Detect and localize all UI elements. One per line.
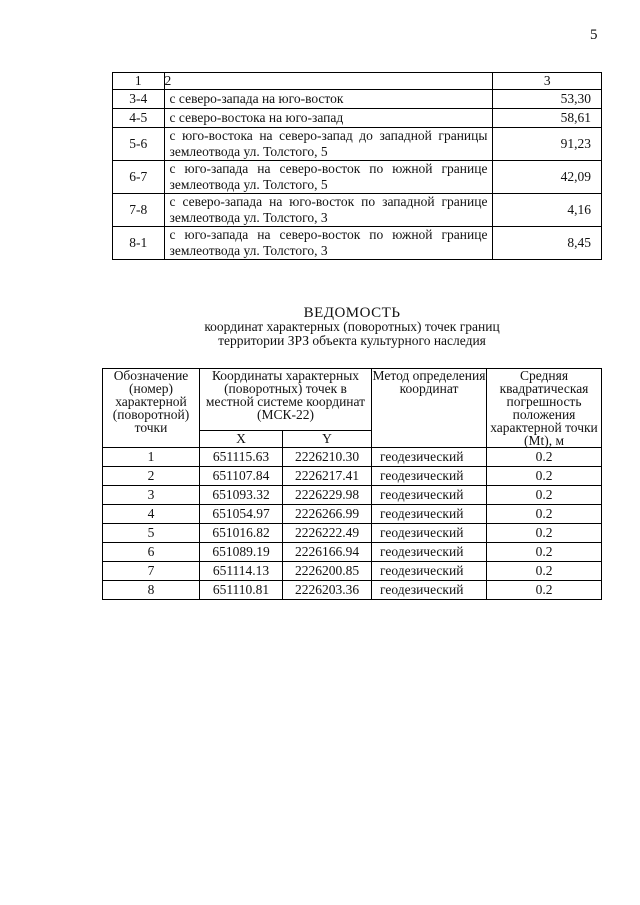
coordinates-table: [102, 368, 602, 600]
accuracy-cell: 0.2: [487, 486, 602, 505]
y-cell: 2226229.98: [283, 486, 372, 505]
y-cell: 2226203.36: [283, 581, 372, 600]
x-cell: 651016.82: [200, 524, 283, 543]
coordinates-header: Координаты характерных (поворотных) точек в местной системе координат (МСК-22): [200, 369, 372, 431]
x-cell: 651093.32: [200, 486, 283, 505]
table-row: [103, 448, 602, 467]
y-cell: 2226217.41: [283, 467, 372, 486]
point-cell: 2: [103, 467, 200, 486]
length-cell: 91,23: [493, 128, 602, 161]
table-row: [103, 505, 602, 524]
method-cell: геодезический: [372, 562, 487, 581]
y-cell: 2226200.85: [283, 562, 372, 581]
segment-cell: 8-1: [113, 227, 165, 260]
boundary-directions-table: [112, 72, 602, 260]
table-row: [113, 109, 602, 128]
method-cell: геодезический: [372, 524, 487, 543]
y-cell: 2226222.49: [283, 524, 372, 543]
length-cell: 58,61: [493, 109, 602, 128]
method-cell: геодезический: [372, 505, 487, 524]
point-cell: 7: [103, 562, 200, 581]
table-row: [103, 543, 602, 562]
point-cell: 5: [103, 524, 200, 543]
segment-cell: 3-4: [113, 90, 165, 109]
accuracy-cell: 0.2: [487, 581, 602, 600]
x-cell: 651114.13: [200, 562, 283, 581]
length-cell: 42,09: [493, 161, 602, 194]
x-cell: 651107.84: [200, 467, 283, 486]
method-cell: геодезический: [372, 448, 487, 467]
table-header-row: [103, 369, 602, 431]
column-header: 3: [493, 73, 602, 90]
segment-cell: 4-5: [113, 109, 165, 128]
description-cell: с юго-запада на северо-восток по южной границе землеотвода ул. Толстого, 5: [164, 161, 493, 194]
accuracy-header: Средняя квадратическая погрешность положения характерной точки (Mt), м: [487, 369, 602, 448]
method-cell: геодезический: [372, 543, 487, 562]
page-number: 5: [590, 27, 598, 43]
length-cell: 53,30: [493, 90, 602, 109]
description-cell: с юго-запада на северо-восток по южной границе землеотвода ул. Толстого, 3: [164, 227, 493, 260]
description-cell: с северо-запада на юго-восток: [164, 90, 493, 109]
x-cell: 651089.19: [200, 543, 283, 562]
method-header: Метод определения координат: [372, 369, 487, 448]
method-cell: геодезический: [372, 467, 487, 486]
point-designation-header: Обозначение (номер) характерной (поворотной) точки: [103, 369, 200, 448]
table-row: [113, 161, 602, 194]
table-row: [113, 90, 602, 109]
point-cell: 1: [103, 448, 200, 467]
table-row: [103, 562, 602, 581]
y-header: Y: [283, 430, 372, 447]
segment-cell: 6-7: [113, 161, 165, 194]
table-row: [103, 581, 602, 600]
segment-cell: 5-6: [113, 128, 165, 161]
statement-subtitle-line: координат характерных (поворотных) точек границ: [204, 319, 500, 334]
x-cell: 651115.63: [200, 448, 283, 467]
accuracy-cell: 0.2: [487, 562, 602, 581]
y-cell: 2226266.99: [283, 505, 372, 524]
statement-title: ВЕДОМОСТЬ: [303, 305, 401, 321]
point-cell: 3: [103, 486, 200, 505]
point-cell: 8: [103, 581, 200, 600]
description-cell: с северо-запада на юго-восток по западной границе землеотвода ул. Толстого, 3: [164, 194, 493, 227]
x-header: X: [200, 430, 283, 447]
description-cell: с северо-востока на юго-запад: [164, 109, 493, 128]
method-cell: геодезический: [372, 486, 487, 505]
table-row: [103, 467, 602, 486]
x-cell: 651110.81: [200, 581, 283, 600]
statement-subtitle-line: территории ЗРЗ объекта культурного наследия: [218, 333, 486, 348]
table-header-row: [113, 73, 602, 90]
statement-title-block: [102, 306, 602, 348]
accuracy-cell: 0.2: [487, 448, 602, 467]
accuracy-cell: 0.2: [487, 505, 602, 524]
accuracy-cell: 0.2: [487, 524, 602, 543]
accuracy-cell: 0.2: [487, 467, 602, 486]
method-cell: геодезический: [372, 581, 487, 600]
description-cell: с юго-востока на северо-запад до западной границы землеотвода ул. Толстого, 5: [164, 128, 493, 161]
x-cell: 651054.97: [200, 505, 283, 524]
y-cell: 2226210.30: [283, 448, 372, 467]
segment-cell: 7-8: [113, 194, 165, 227]
table-row: [113, 194, 602, 227]
table-row: [113, 227, 602, 260]
column-header: 1: [113, 73, 165, 90]
table-row: [103, 486, 602, 505]
length-cell: 8,45: [493, 227, 602, 260]
table-row: [113, 128, 602, 161]
point-cell: 4: [103, 505, 200, 524]
y-cell: 2226166.94: [283, 543, 372, 562]
table-row: [103, 524, 602, 543]
point-cell: 6: [103, 543, 200, 562]
length-cell: 4,16: [493, 194, 602, 227]
accuracy-cell: 0.2: [487, 543, 602, 562]
column-header: 2: [164, 73, 493, 90]
